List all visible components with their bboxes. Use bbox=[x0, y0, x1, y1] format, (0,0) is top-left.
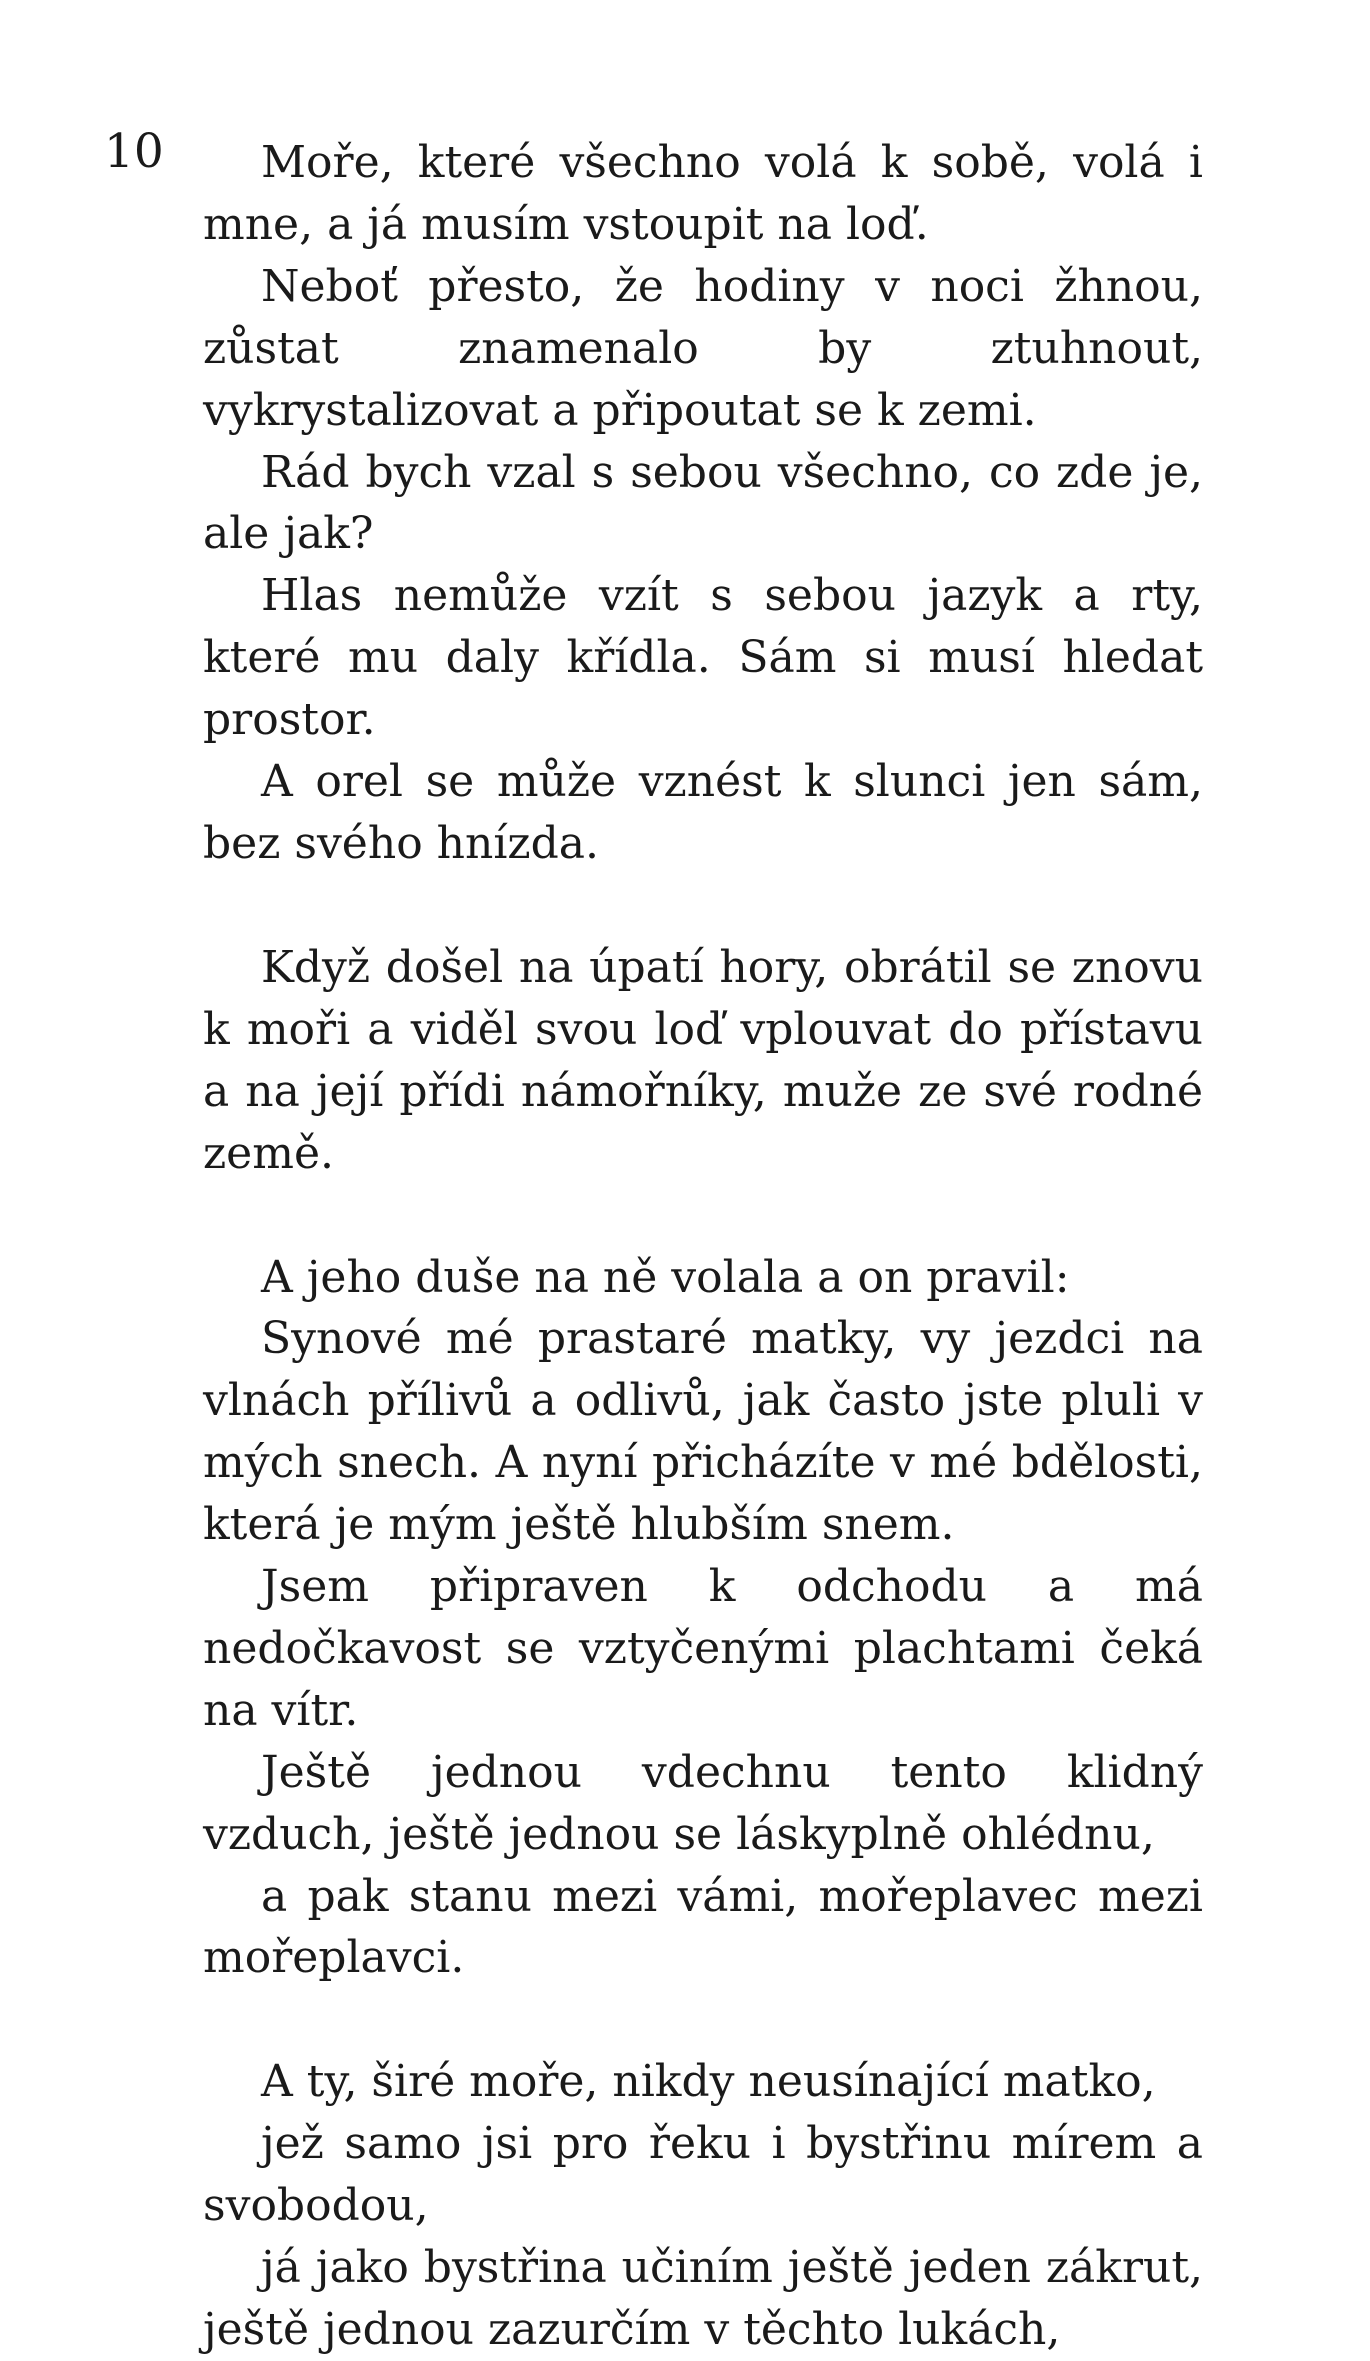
paragraph: já jako bystřina učiním ještě jeden zákrut, ještě jednou zazurčím v těchto lukách, bbox=[203, 2242, 1203, 2355]
paragraph: Moře, které všechno volá k sobě, volá i mne, a já musím vstoupit na loď. bbox=[203, 137, 1203, 250]
paragraph: Jsem připraven k odchodu a má nedočkavost se vztyčenými plachtami čeká na vítr. bbox=[203, 1561, 1203, 1736]
paragraph: Rád bych vzal s sebou všechno, co zde je, ale jak? bbox=[203, 446, 1203, 560]
paragraph: Hlas nemůže vzít s sebou jazyk a rty, které mu daly křídla. Sám si musí hledat prostor. bbox=[203, 570, 1203, 746]
paragraph: A ty, širé moře, nikdy neusínající matko, bbox=[261, 2056, 1156, 2108]
paragraph: Synové mé prastaré matky, vy jezdci na vlnách přílivů a odlivů, jak často jste pluli v mých snech. A nyní přicházíte v mé bdělosti, která je mým ještě hlubším snem. bbox=[203, 1313, 1203, 1551]
paragraph: jež samo jsi pro řeku i bystřinu mírem a svobodou, bbox=[203, 2118, 1203, 2232]
page-number: 10 bbox=[104, 124, 164, 179]
paragraph: A orel se může vznést k slunci jen sám, bez svého hnízda. bbox=[203, 756, 1203, 869]
section-break bbox=[203, 1989, 1203, 2051]
body-text bbox=[203, 132, 1203, 2361]
paragraph: Neboť přesto, že hodiny v noci žhnou, zůstat znamenalo by ztuhnout, vykrystalizovat a připoutat se k zemi. bbox=[203, 260, 1203, 436]
section-break bbox=[203, 875, 1203, 937]
paragraph: Když došel na úpatí hory, obrátil se znovu k moři a viděl svou loď vplouvat do přístavu a na její přídi námořníky, muže ze své rodné země. bbox=[203, 941, 1203, 1179]
section-break bbox=[203, 1185, 1203, 1247]
paragraph: Ještě jednou vdechnu tento klidný vzduch, ještě jednou se láskyplně ohlédnu, bbox=[203, 1746, 1203, 1860]
paragraph: A jeho duše na ně volala a on pravil: bbox=[261, 1251, 1070, 1303]
paragraph: a pak stanu mezi vámi, mořeplavec mezi mořeplavci. bbox=[203, 1870, 1203, 1984]
